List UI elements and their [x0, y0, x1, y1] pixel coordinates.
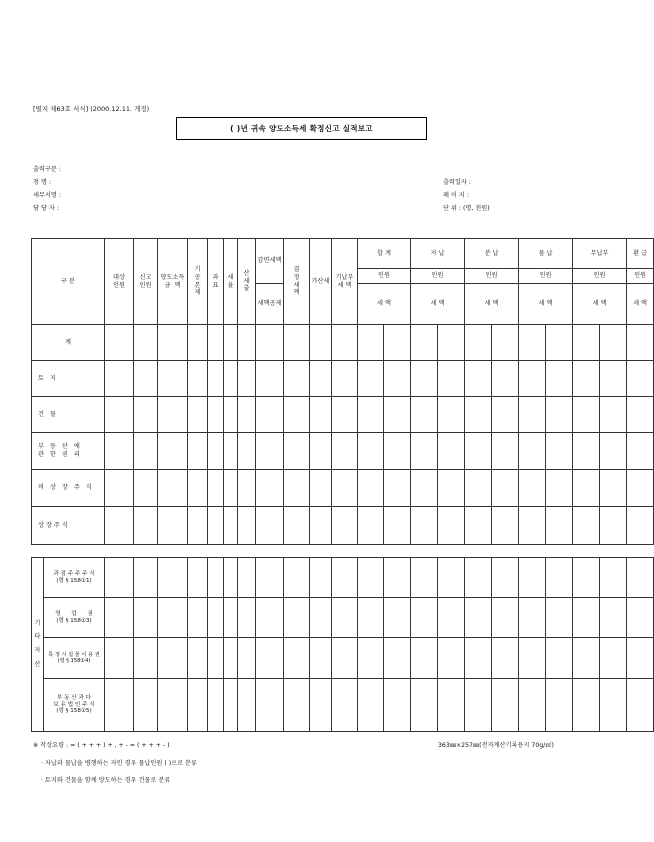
table-cell — [573, 470, 600, 507]
header-persons: 인원 — [411, 269, 465, 284]
footnote-2: · 토지와 건물을 함께 양도하는 경우 건물로 분류 — [41, 777, 171, 784]
table-cell — [256, 679, 284, 732]
row-sum — [32, 325, 654, 361]
table-cell — [600, 397, 627, 433]
table-cell — [492, 397, 519, 433]
table-cell — [358, 598, 384, 638]
table-cell — [256, 470, 284, 507]
footnote-1: · 자납과 물납을 병행하는 자인 경우 물납인원 ( )으로 분류 — [41, 760, 197, 767]
table-cell — [519, 507, 546, 545]
table-cell — [546, 679, 573, 732]
table-cell — [158, 679, 188, 732]
table-cell — [492, 558, 519, 598]
table-cell — [188, 638, 208, 679]
table-cell — [284, 361, 310, 397]
row-label: 비 상 장 주 식 — [32, 470, 105, 507]
table-cell — [332, 361, 358, 397]
table-cell — [465, 507, 492, 545]
table-cell — [627, 638, 654, 679]
table-cell — [384, 558, 411, 598]
table-cell — [546, 558, 573, 598]
table-cell — [256, 361, 284, 397]
table-cell — [358, 507, 384, 545]
header-paid-tax: 기납부 세 액 — [332, 239, 358, 325]
table-cell — [284, 507, 310, 545]
table-cell — [208, 598, 224, 638]
table-cell — [188, 325, 208, 361]
table-cell — [332, 507, 358, 545]
header-tax-base: 과 표 — [208, 239, 224, 325]
table-cell — [188, 507, 208, 545]
table-cell — [158, 598, 188, 638]
table-cell — [105, 433, 134, 470]
table-cell — [134, 638, 158, 679]
table-cell — [573, 558, 600, 598]
header-total: 합 계 — [358, 239, 411, 269]
table-cell — [238, 397, 256, 433]
table-cell — [384, 397, 411, 433]
header-self-paid: 자 납 — [411, 239, 465, 269]
table-cell — [134, 397, 158, 433]
header-persons: 인원 — [519, 269, 573, 284]
table-cell — [105, 679, 134, 732]
table-cell — [384, 598, 411, 638]
table-cell — [600, 638, 627, 679]
meta-office: 청 명 : — [33, 179, 51, 186]
table-cell — [332, 397, 358, 433]
table-cell — [573, 433, 600, 470]
table-cell — [627, 598, 654, 638]
table-cell — [105, 598, 134, 638]
table-cell — [208, 638, 224, 679]
table-cell — [310, 638, 332, 679]
table-cell — [134, 507, 158, 545]
table-cell — [284, 558, 310, 598]
table-cell — [105, 638, 134, 679]
table-cell — [465, 598, 492, 638]
header-reduction: 감면세액 — [256, 239, 284, 284]
table-cell — [492, 433, 519, 470]
header-refund: 환 급 — [627, 239, 654, 269]
table-cell — [411, 598, 438, 638]
table-cell — [224, 397, 238, 433]
table-cell — [224, 470, 238, 507]
table-cell — [627, 679, 654, 732]
row-listed-stock — [32, 507, 654, 545]
table-cell — [284, 397, 310, 433]
meta-officer: 담 당 자 : — [33, 205, 59, 212]
header-deferred: 물 납 — [519, 239, 573, 269]
table-cell — [224, 679, 238, 732]
table-cell — [411, 361, 438, 397]
table-cell — [310, 470, 332, 507]
header-installment: 분 납 — [465, 239, 519, 269]
table-cell — [384, 433, 411, 470]
table-cell — [105, 507, 134, 545]
header-income: 양도소득 금 액 — [158, 239, 188, 325]
table-cell — [465, 679, 492, 732]
table-cell — [519, 470, 546, 507]
table-cell — [519, 558, 546, 598]
table-cell — [384, 638, 411, 679]
table-cell — [546, 638, 573, 679]
table-cell — [492, 361, 519, 397]
table-cell — [332, 470, 358, 507]
table-cell — [411, 433, 438, 470]
table-cell — [238, 470, 256, 507]
table-cell — [546, 361, 573, 397]
table-cell — [438, 325, 465, 361]
table-cell — [519, 397, 546, 433]
header-additional-tax: 가산세 — [310, 239, 332, 325]
table-cell — [208, 325, 224, 361]
header-filed: 신고 인원 — [134, 239, 158, 325]
meta-page: 페 이 지 : — [443, 192, 469, 199]
table-cell — [332, 325, 358, 361]
header-target: 대상 인원 — [105, 239, 134, 325]
header-decided-tax: 결 정 세 액 — [284, 239, 310, 325]
table-cell — [256, 325, 284, 361]
header-persons: 인원 — [627, 269, 654, 284]
table-cell — [188, 433, 208, 470]
row-business-rights — [32, 598, 654, 638]
table-cell — [284, 679, 310, 732]
table-cell — [224, 433, 238, 470]
table-cell — [465, 361, 492, 397]
table-cell — [256, 397, 284, 433]
header-amount: 세 액 — [358, 284, 411, 325]
header-calc-tax: 산 세 출 — [238, 239, 256, 325]
table-cell — [158, 470, 188, 507]
table-cell — [573, 507, 600, 545]
meta-left — [33, 163, 61, 215]
table-cell — [224, 598, 238, 638]
table-cell — [573, 598, 600, 638]
table-cell — [238, 638, 256, 679]
table-cell — [411, 397, 438, 433]
header-amount: 세 액 — [411, 284, 465, 325]
table-cell — [411, 638, 438, 679]
table-cell — [256, 598, 284, 638]
table-cell — [256, 558, 284, 598]
table-cell — [600, 325, 627, 361]
header-amount: 세 액 — [465, 284, 519, 325]
table-cell — [358, 638, 384, 679]
table-cell — [105, 361, 134, 397]
table-cell — [546, 470, 573, 507]
table-cell — [208, 679, 224, 732]
table-cell — [627, 433, 654, 470]
table-cell — [438, 433, 465, 470]
table-cell — [158, 433, 188, 470]
table-cell — [332, 433, 358, 470]
table-cell — [238, 598, 256, 638]
table-cell — [627, 470, 654, 507]
report-table — [31, 238, 654, 545]
table-cell — [188, 470, 208, 507]
table-cell — [438, 361, 465, 397]
table-cell — [627, 507, 654, 545]
table-cell — [158, 361, 188, 397]
table-cell — [519, 433, 546, 470]
table-cell — [158, 638, 188, 679]
header-no-payment: 무납부 — [573, 239, 627, 269]
table-cell — [358, 679, 384, 732]
table-cell — [465, 433, 492, 470]
table-cell — [519, 325, 546, 361]
table-cell — [208, 507, 224, 545]
meta-output-date: 출력일자 : — [443, 179, 471, 186]
table-cell — [105, 397, 134, 433]
header-amount: 세 액 — [519, 284, 573, 325]
table-cell — [332, 558, 358, 598]
table-cell — [310, 507, 332, 545]
row-label: 부 동 산 에 관 한 권 리 — [32, 433, 105, 470]
table-cell — [600, 679, 627, 732]
table-cell — [310, 433, 332, 470]
table-cell — [238, 558, 256, 598]
table-cell — [384, 325, 411, 361]
table-cell — [573, 361, 600, 397]
table-cell — [134, 558, 158, 598]
table-cell — [573, 638, 600, 679]
table-cell — [332, 679, 358, 732]
table-cell — [188, 558, 208, 598]
header-amount: 세 액 — [573, 284, 627, 325]
table-cell — [310, 325, 332, 361]
table-cell — [224, 507, 238, 545]
row-real-estate-corp — [32, 679, 654, 732]
table-cell — [256, 507, 284, 545]
table-cell — [224, 325, 238, 361]
table-cell — [310, 558, 332, 598]
table-cell — [546, 507, 573, 545]
table-cell — [573, 325, 600, 361]
table-cell — [411, 679, 438, 732]
table-cell — [600, 470, 627, 507]
table-cell — [224, 638, 238, 679]
table-cell — [492, 638, 519, 679]
table-cell — [411, 470, 438, 507]
row-label: 토 지 — [32, 361, 105, 397]
header-amount: 세 액 — [627, 284, 654, 325]
table-cell — [519, 598, 546, 638]
table-cell — [546, 598, 573, 638]
table-cell — [256, 638, 284, 679]
table-cell — [627, 325, 654, 361]
table-cell — [465, 470, 492, 507]
table-cell — [600, 361, 627, 397]
table-cell — [134, 598, 158, 638]
other-assets-table — [31, 557, 654, 732]
table-cell — [208, 470, 224, 507]
table-cell — [465, 638, 492, 679]
table-cell — [224, 361, 238, 397]
table-cell — [600, 433, 627, 470]
table-cell — [284, 598, 310, 638]
table-cell — [358, 361, 384, 397]
paper-spec: 363㎜×257㎜(전자계산기록용지 70g/㎡) — [438, 742, 554, 749]
header-row-1 — [32, 239, 654, 269]
table-cell — [332, 638, 358, 679]
table-cell — [438, 507, 465, 545]
table-cell — [310, 598, 332, 638]
table-cell — [284, 638, 310, 679]
table-cell — [411, 507, 438, 545]
table-cell — [134, 679, 158, 732]
header-deduction: 기 공 본 제 — [188, 239, 208, 325]
table-cell — [492, 325, 519, 361]
table-cell — [134, 470, 158, 507]
row-major-stock — [32, 558, 654, 598]
meta-output-type: 출력구분 : — [33, 166, 61, 173]
table-cell — [384, 507, 411, 545]
row-label: 과 점 주 주 주 식 (령 § 158①1) — [44, 558, 105, 598]
table-cell — [573, 679, 600, 732]
table-cell — [238, 325, 256, 361]
table-cell — [438, 598, 465, 638]
table-cell — [188, 361, 208, 397]
table-cell — [310, 679, 332, 732]
table-cell — [411, 325, 438, 361]
table-cell — [465, 325, 492, 361]
table-cell — [465, 558, 492, 598]
table-cell — [188, 679, 208, 732]
table-cell — [238, 433, 256, 470]
table-cell — [546, 325, 573, 361]
table-cell — [105, 470, 134, 507]
table-cell — [134, 325, 158, 361]
row-label: 영 업 권 (령 § 158①3) — [44, 598, 105, 638]
table-cell — [208, 361, 224, 397]
footnote-formula: ※ 작성요령 : = ( + + + ) + , + - = ( + + + - ) — [33, 742, 170, 749]
table-cell — [438, 470, 465, 507]
table-cell — [600, 598, 627, 638]
row-real-estate-rights — [32, 433, 654, 470]
table-cell — [627, 397, 654, 433]
table-cell — [627, 361, 654, 397]
table-cell — [546, 433, 573, 470]
row-label: 상 장 주 식 — [32, 507, 105, 545]
table-cell — [627, 558, 654, 598]
table-cell — [546, 397, 573, 433]
row-unlisted-stock — [32, 470, 654, 507]
row-building — [32, 397, 654, 433]
header-tax-credit: 세액공제 — [256, 284, 284, 325]
table-cell — [384, 361, 411, 397]
table-cell — [224, 558, 238, 598]
table-cell — [105, 558, 134, 598]
table-cell — [238, 507, 256, 545]
table-cell — [384, 679, 411, 732]
table-cell — [438, 679, 465, 732]
table-cell — [256, 433, 284, 470]
table-cell — [134, 433, 158, 470]
table-cell — [492, 598, 519, 638]
table-cell — [284, 470, 310, 507]
table-cell — [465, 397, 492, 433]
table-cell — [358, 433, 384, 470]
table-cell — [384, 470, 411, 507]
table-cell — [158, 397, 188, 433]
row-label: 부 동 산 과 다 보 유 법 인 주 식 (령 § 158①5) — [44, 679, 105, 732]
row-label: 건 물 — [32, 397, 105, 433]
header-persons: 인원 — [358, 269, 411, 284]
header-gubun: 구 분 — [32, 239, 105, 325]
table-cell — [188, 397, 208, 433]
table-cell — [438, 638, 465, 679]
header-persons: 인원 — [573, 269, 627, 284]
table-cell — [438, 558, 465, 598]
table-cell — [600, 558, 627, 598]
row-label: 특 정 시 설 물 이 용 권 (령 § 158①4) — [44, 638, 105, 679]
table-cell — [358, 397, 384, 433]
row-land — [32, 361, 654, 397]
table-cell — [573, 397, 600, 433]
table-cell — [158, 325, 188, 361]
table-cell — [438, 397, 465, 433]
table-cell — [519, 679, 546, 732]
table-cell — [208, 397, 224, 433]
row-facility-rights — [32, 638, 654, 679]
meta-right — [443, 176, 490, 215]
table-cell — [158, 507, 188, 545]
table-cell — [358, 325, 384, 361]
table-cell — [284, 433, 310, 470]
table-cell — [188, 598, 208, 638]
other-assets-label: 기 타 자 산 — [32, 558, 44, 732]
header-tax-rate: 세 율 — [224, 239, 238, 325]
table-cell — [492, 507, 519, 545]
form-number: [별지 제63호 서식] (2000.12.11. 개정) — [33, 105, 150, 113]
meta-unit: 단 위 : (명, 천원) — [443, 205, 490, 212]
table-cell — [158, 558, 188, 598]
table-cell — [411, 558, 438, 598]
table-cell — [492, 470, 519, 507]
table-cell — [208, 433, 224, 470]
table-cell — [134, 361, 158, 397]
table-cell — [105, 325, 134, 361]
header-persons: 인원 — [465, 269, 519, 284]
table-cell — [208, 558, 224, 598]
table-cell — [310, 397, 332, 433]
row-label: 계 — [32, 325, 105, 361]
table-cell — [519, 638, 546, 679]
table-cell — [310, 361, 332, 397]
table-cell — [492, 679, 519, 732]
table-cell — [358, 470, 384, 507]
table-cell — [238, 361, 256, 397]
table-cell — [519, 361, 546, 397]
table-cell — [600, 507, 627, 545]
table-cell — [358, 558, 384, 598]
meta-tax-office: 세무서명 : — [33, 192, 61, 199]
page-title: ( )년 귀속 양도소득세 확정신고 실적보고 — [176, 117, 427, 140]
table-cell — [332, 598, 358, 638]
table-cell — [238, 679, 256, 732]
table-cell — [284, 325, 310, 361]
